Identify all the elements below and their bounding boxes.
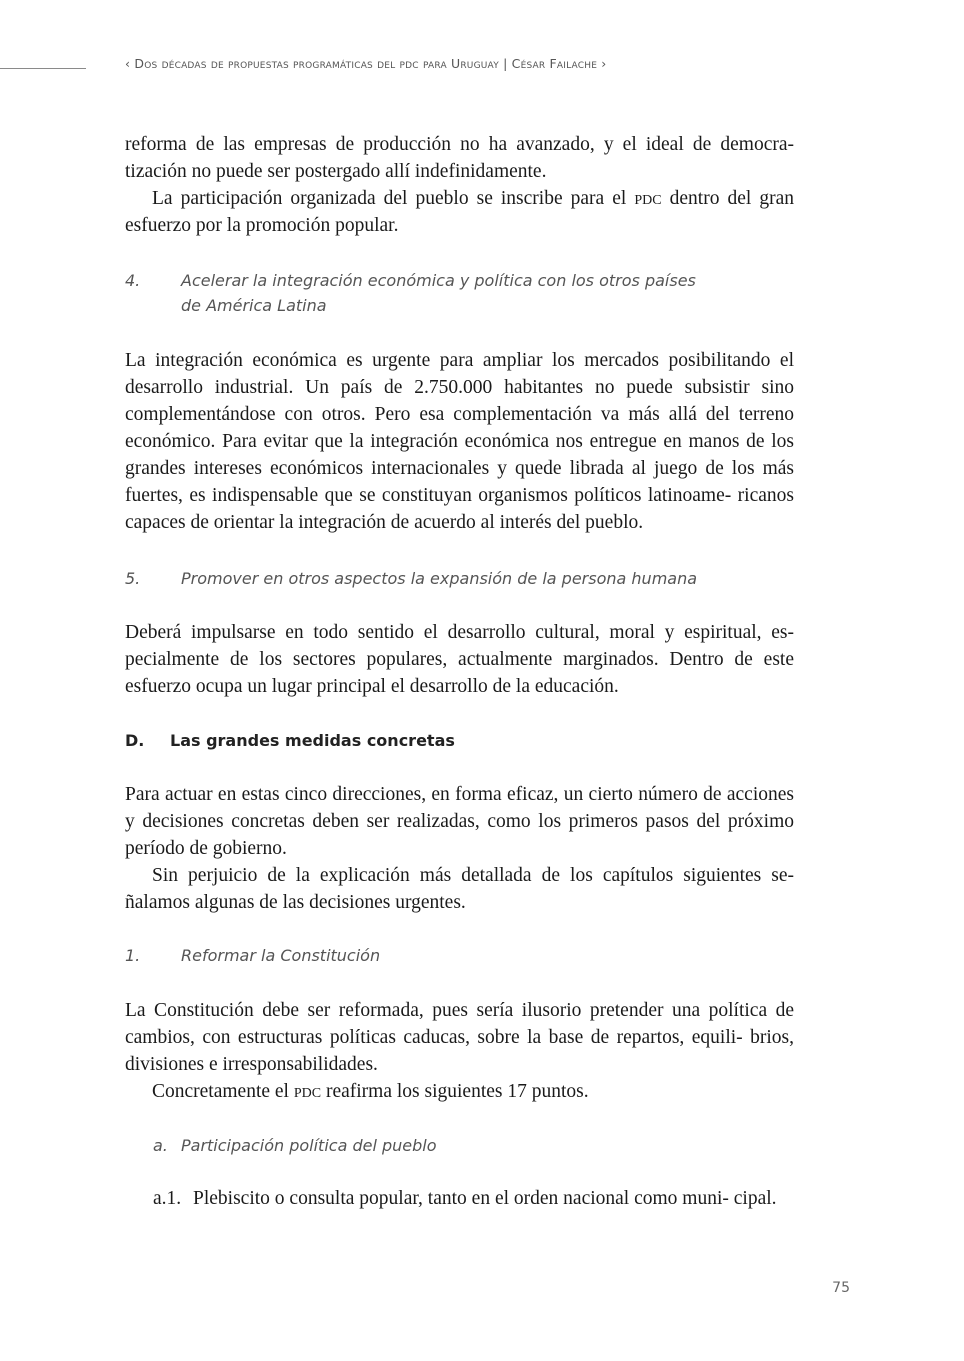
section-heading-1 — [125, 943, 794, 968]
page-number: 75 — [832, 1280, 850, 1296]
subsection-title: Participación política del pueblo — [181, 1136, 437, 1155]
header-rule — [0, 68, 86, 69]
paragraph-integracion: La integración económica es urgente para ampliar los mercados posibilitando el desarrollo industrial. Un país de 2.750.000 habitantes no puede subsistir sino complementándose con otros. Pero esa complementación va más allá del terreno económico. Para evitar que la integración económica nos entregue en manos de los grandes intereses económicos internacionales y quede librada al juego de los más fuertes, es indispensable que se constituyan organismos políticos latinoame- ricanos capaces de orientar la integración de acuerdo al interés del pueblo. — [125, 350, 794, 533]
section-heading-d — [125, 728, 794, 753]
paragraph-puntos — [125, 1078, 794, 1105]
paragraph-medidas: Para actuar en estas cinco direcciones, en forma eficaz, un cierto número de acciones y decisiones concretas deben ser realizadas, como los primeros pasos del próximo período de gobierno. — [125, 784, 794, 859]
pdc-acronym: pdc — [293, 1081, 322, 1102]
paragraph-text: Concretamente el — [152, 1081, 294, 1102]
item-number: a.1. — [153, 1188, 182, 1209]
paragraph-perjuicio: Sin perjuicio de la explicación más detallada de los capítulos siguientes se- ñalamos algunas de las decisiones urgentes. — [125, 865, 794, 913]
section-heading-5 — [125, 566, 794, 591]
section-title: Reformar la Constitución — [181, 946, 381, 965]
subsection-letter: a. — [153, 1136, 168, 1155]
running-header: ‹ Dos décadas de propuestas programáticas del pdc para Uruguay | César Failache › — [125, 56, 607, 71]
pdc-acronym: pdc — [634, 188, 662, 209]
section-heading-4 — [125, 268, 794, 318]
paragraph-constitucion: La Constitución debe ser reformada, pues sería ilusorio pretender una política de cambios, con estructuras políticas caducas, sobre la base de repartos, equili- brios, divisiones e irresponsabilidades. — [125, 1000, 794, 1075]
paragraph-text: La participación organizada del pueblo se inscribe para el — [152, 188, 635, 209]
section-number: 5. — [125, 569, 141, 588]
item-text: Plebiscito o consulta popular, tanto en el orden nacional como muni- cipal. — [193, 1188, 777, 1209]
paragraph-participacion — [125, 185, 794, 239]
section-title: Acelerar la integración económica y política con los otros países de América Latina — [181, 271, 696, 315]
subsection-heading-a — [153, 1133, 794, 1158]
section-letter: D. — [125, 731, 145, 750]
section-title: Las grandes medidas concretas — [170, 731, 455, 750]
paragraph-continuation: reforma de las empresas de producción no ha avanzado, y el ideal de democra- tización no puede ser postergado allí indefinidamente. — [125, 134, 794, 182]
section-number: 1. — [125, 946, 141, 965]
list-item-a1 — [153, 1185, 794, 1212]
paragraph-cultural: Deberá impulsarse en todo sentido el desarrollo cultural, moral y espiritual, es- pecialmente de los sectores populares, actualmente marginados. Dentro de este esfuerzo ocupa un lugar principal el desarrollo de la educación. — [125, 622, 794, 697]
paragraph-text: reafirma los siguientes 17 puntos. — [321, 1081, 589, 1102]
section-title: Promover en otros aspectos la expansión de la persona humana — [181, 569, 698, 588]
section-number: 4. — [125, 271, 141, 290]
paragraph-text: dentro del gran esfuerzo por la promoción popular. — [125, 188, 794, 236]
